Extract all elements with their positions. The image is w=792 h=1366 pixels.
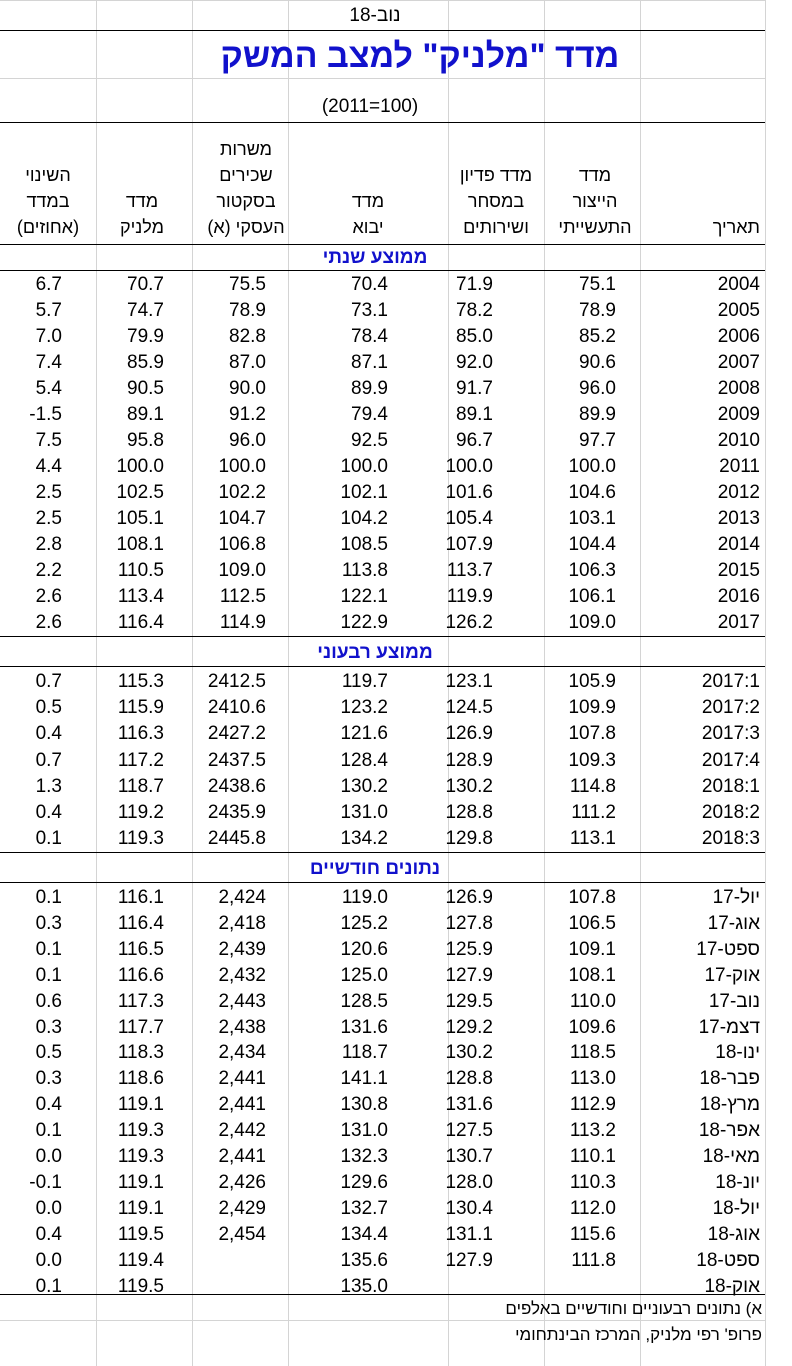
cell-trade: 125.9 bbox=[445, 938, 493, 960]
cell-industrial: 109.1 bbox=[568, 938, 616, 960]
cell-industrial: 90.6 bbox=[579, 352, 616, 373]
cell-industrial: 118.5 bbox=[569, 1042, 616, 1064]
cell-change: 7.4 bbox=[35, 352, 62, 373]
cell-date: יונ-18 bbox=[715, 1171, 760, 1193]
cell-trade: 129.5 bbox=[445, 990, 493, 1012]
cell-jobs: 109.0 bbox=[218, 560, 266, 581]
cell-change: 2.5 bbox=[35, 482, 62, 503]
cell-imports: 113.8 bbox=[341, 560, 388, 581]
cell-melnick: 113.4 bbox=[117, 586, 164, 607]
cell-jobs: 2,429 bbox=[218, 1197, 266, 1219]
grid-vline bbox=[765, 0, 766, 1366]
cell-industrial: 103.1 bbox=[568, 508, 616, 529]
cell-melnick: 119.5 bbox=[117, 1223, 164, 1245]
cell-change: 0.1 bbox=[35, 938, 62, 960]
cell-imports: 141.1 bbox=[340, 1068, 388, 1090]
cell-date: 2018:2 bbox=[701, 802, 760, 823]
cell-date: 2004 bbox=[717, 274, 760, 295]
cell-date: נוב-17 bbox=[708, 990, 760, 1012]
cell-change: 5.4 bbox=[35, 378, 62, 399]
cell-trade: 129.2 bbox=[445, 1016, 493, 1038]
section-border bbox=[0, 882, 765, 883]
cell-melnick: 119.1 bbox=[117, 1197, 164, 1219]
cell-trade: 123.1 bbox=[445, 671, 493, 692]
cell-date: אוג-17 bbox=[707, 912, 760, 934]
cell-imports: 123.2 bbox=[340, 697, 388, 719]
cell-industrial: 111.2 bbox=[571, 802, 616, 823]
cell-change: 5.7 bbox=[35, 300, 62, 321]
cell-trade: 127.9 bbox=[445, 1249, 493, 1271]
cell-jobs: 91.2 bbox=[229, 404, 266, 425]
cell-trade: 130.2 bbox=[445, 775, 493, 797]
cell-industrial: 109.6 bbox=[568, 1016, 616, 1038]
cell-imports: 135.0 bbox=[340, 1275, 388, 1297]
cell-trade: 128.8 bbox=[445, 1068, 493, 1090]
header-industrial: הייצור bbox=[572, 191, 618, 211]
cell-melnick: 119.3 bbox=[117, 1146, 164, 1167]
cell-change: 0.0 bbox=[35, 1249, 62, 1271]
cell-jobs: 100.0 bbox=[218, 456, 266, 477]
cell-imports: 100.0 bbox=[340, 456, 388, 477]
cell-melnick: 70.7 bbox=[127, 274, 164, 295]
cell-melnick: 116.1 bbox=[117, 887, 164, 908]
cell-change: 2.6 bbox=[35, 586, 62, 607]
cell-industrial: 109.3 bbox=[568, 749, 616, 771]
cell-change: 2.8 bbox=[35, 534, 62, 555]
cell-date: 2013 bbox=[717, 508, 760, 529]
cell-industrial: 110.0 bbox=[569, 990, 616, 1012]
cell-jobs: 2435.9 bbox=[207, 802, 266, 823]
section-border bbox=[0, 636, 765, 637]
cell-trade: 127.8 bbox=[445, 912, 493, 934]
cell-industrial: 106.3 bbox=[568, 560, 616, 581]
cell-jobs: 2,432 bbox=[218, 964, 266, 986]
cell-jobs: 2,441 bbox=[218, 1068, 266, 1090]
cell-trade: 100.0 bbox=[445, 456, 493, 477]
header-melnick: מלניק bbox=[119, 217, 165, 237]
cell-change: 0.6 bbox=[35, 990, 62, 1012]
cell-trade: 113.7 bbox=[446, 560, 493, 581]
cell-industrial: 100.0 bbox=[568, 456, 616, 477]
cell-jobs: 2,441 bbox=[218, 1094, 266, 1116]
cell-trade: 126.2 bbox=[445, 612, 493, 633]
cell-date: אפר-18 bbox=[698, 1120, 760, 1142]
cell-industrial: 113.1 bbox=[569, 828, 616, 850]
cell-melnick: 119.1 bbox=[117, 1171, 164, 1193]
footnote-units: א) נתונים רבעוניים וחודשיים באלפים bbox=[505, 1299, 762, 1318]
section-annual: ממוצע שנתי bbox=[322, 247, 428, 268]
section-quarterly: ממוצע רבעוני bbox=[317, 642, 433, 663]
date-label: נוב-18 bbox=[349, 5, 401, 26]
section-border bbox=[0, 852, 765, 853]
header-change: השינוי bbox=[25, 165, 71, 185]
cell-trade: 126.9 bbox=[445, 887, 493, 908]
cell-jobs: 106.8 bbox=[218, 534, 266, 555]
cell-date: 2017:3 bbox=[701, 723, 760, 745]
cell-melnick: 95.8 bbox=[127, 430, 164, 451]
cell-jobs: 2445.8 bbox=[207, 828, 266, 850]
cell-jobs: 112.5 bbox=[219, 586, 266, 607]
cell-industrial: 75.1 bbox=[579, 274, 616, 295]
cell-date: אוק-18 bbox=[704, 1275, 760, 1297]
cell-melnick: 117.7 bbox=[117, 1016, 164, 1038]
cell-industrial: 113.0 bbox=[569, 1068, 616, 1090]
cell-melnick: 119.3 bbox=[117, 1120, 164, 1142]
cell-melnick: 100.0 bbox=[116, 456, 164, 477]
cell-trade: 107.9 bbox=[445, 534, 493, 555]
cell-imports: 130.8 bbox=[340, 1094, 388, 1116]
cell-trade: 126.9 bbox=[445, 723, 493, 745]
cell-melnick: 108.1 bbox=[116, 534, 164, 555]
cell-change: -1.5 bbox=[29, 404, 62, 425]
section-border bbox=[0, 244, 765, 245]
cell-date: 2009 bbox=[717, 404, 760, 425]
cell-trade: 127.5 bbox=[445, 1120, 493, 1142]
cell-industrial: 106.5 bbox=[568, 912, 616, 934]
cell-trade: 124.5 bbox=[445, 697, 493, 719]
cell-jobs: 2,441 bbox=[218, 1146, 266, 1167]
cell-industrial: 109.9 bbox=[568, 697, 616, 719]
cell-melnick: 116.4 bbox=[117, 912, 164, 934]
cell-date: 2012 bbox=[717, 482, 760, 503]
cell-melnick: 117.3 bbox=[117, 990, 164, 1012]
cell-date: 2018:3 bbox=[701, 828, 760, 850]
cell-date: ספט-18 bbox=[696, 1249, 760, 1271]
cell-trade: 71.9 bbox=[456, 274, 493, 295]
cell-industrial: 110.3 bbox=[569, 1171, 616, 1193]
cell-melnick: 118.3 bbox=[117, 1042, 164, 1064]
cell-melnick: 74.7 bbox=[127, 300, 164, 321]
cell-industrial: 113.2 bbox=[569, 1120, 616, 1142]
cell-jobs: 2,439 bbox=[218, 938, 266, 960]
cell-melnick: 110.5 bbox=[117, 560, 164, 581]
cell-trade: 127.9 bbox=[445, 964, 493, 986]
cell-change: 0.3 bbox=[35, 912, 62, 934]
cell-jobs: 2,424 bbox=[218, 887, 266, 908]
cell-change: 0.1 bbox=[35, 1275, 62, 1297]
section-border bbox=[0, 30, 765, 31]
cell-change: 6.7 bbox=[35, 274, 62, 295]
cell-trade: 128.9 bbox=[445, 749, 493, 771]
cell-change: 0.5 bbox=[35, 697, 62, 719]
cell-trade: 96.7 bbox=[456, 430, 493, 451]
cell-change: 0.4 bbox=[35, 1223, 62, 1245]
header-jobs: העסקי (א) bbox=[207, 217, 285, 237]
cell-jobs: 2,443 bbox=[218, 990, 266, 1012]
cell-trade: 131.1 bbox=[445, 1223, 493, 1245]
cell-imports: 128.5 bbox=[340, 990, 388, 1012]
cell-date: 2015 bbox=[717, 560, 760, 581]
cell-imports: 78.4 bbox=[351, 326, 388, 347]
cell-jobs: 2,454 bbox=[218, 1223, 266, 1245]
cell-jobs: 82.8 bbox=[229, 326, 266, 347]
cell-industrial: 106.1 bbox=[568, 586, 616, 607]
cell-date: 2014 bbox=[717, 534, 760, 555]
cell-industrial: 104.6 bbox=[568, 482, 616, 503]
cell-imports: 130.2 bbox=[340, 775, 388, 797]
cell-change: 7.5 bbox=[35, 430, 62, 451]
cell-change: -0.1 bbox=[29, 1171, 62, 1193]
cell-jobs: 2410.6 bbox=[207, 697, 266, 719]
cell-trade: 92.0 bbox=[456, 352, 493, 373]
footnote-source: פרופ' רפי מלניק, המרכז הבינתחומי bbox=[515, 1325, 762, 1344]
cell-jobs: 2,418 bbox=[218, 912, 266, 934]
cell-trade: 128.0 bbox=[445, 1171, 493, 1193]
section-border bbox=[0, 270, 765, 271]
cell-trade: 91.7 bbox=[456, 378, 493, 399]
cell-melnick: 118.6 bbox=[117, 1068, 164, 1090]
cell-imports: 92.5 bbox=[351, 430, 388, 451]
cell-jobs: 2437.5 bbox=[207, 749, 266, 771]
header-date: תאריך bbox=[712, 217, 760, 237]
cell-change: 0.0 bbox=[35, 1197, 62, 1219]
cell-jobs: 2,438 bbox=[218, 1016, 266, 1038]
cell-date: דצמ-17 bbox=[698, 1016, 760, 1038]
page-title: מדד "מלניק" למצב המשק bbox=[220, 37, 620, 75]
cell-industrial: 78.9 bbox=[579, 300, 616, 321]
cell-melnick: 116.6 bbox=[117, 964, 164, 986]
cell-melnick: 115.9 bbox=[117, 697, 164, 719]
cell-trade: 101.6 bbox=[445, 482, 493, 503]
cell-industrial: 104.4 bbox=[568, 534, 616, 555]
header-imports: יבוא bbox=[352, 217, 384, 237]
cell-melnick: 116.4 bbox=[117, 612, 164, 633]
cell-melnick: 116.3 bbox=[117, 723, 164, 745]
cell-jobs: 2412.5 bbox=[207, 671, 266, 692]
cell-imports: 119.0 bbox=[341, 887, 388, 908]
cell-industrial: 112.0 bbox=[569, 1197, 616, 1219]
cell-industrial: 107.8 bbox=[568, 887, 616, 908]
cell-date: 2017:2 bbox=[701, 697, 760, 719]
cell-change: 2.6 bbox=[35, 612, 62, 633]
cell-imports: 70.4 bbox=[351, 274, 388, 295]
cell-jobs: 2427.2 bbox=[207, 723, 266, 745]
cell-jobs: 75.5 bbox=[229, 274, 266, 295]
cell-imports: 131.0 bbox=[340, 802, 388, 823]
cell-industrial: 105.9 bbox=[568, 671, 616, 692]
cell-jobs: 2438.6 bbox=[207, 775, 266, 797]
cell-melnick: 119.1 bbox=[117, 1094, 164, 1116]
grid-hline bbox=[0, 0, 765, 1]
cell-jobs: 78.9 bbox=[229, 300, 266, 321]
cell-imports: 89.9 bbox=[351, 378, 388, 399]
header-jobs: משרות bbox=[219, 139, 273, 159]
cell-date: 2007 bbox=[717, 352, 760, 373]
cell-jobs: 87.0 bbox=[229, 352, 266, 373]
cell-trade: 130.7 bbox=[445, 1146, 493, 1167]
cell-melnick: 119.5 bbox=[117, 1275, 164, 1297]
cell-date: 2008 bbox=[717, 378, 760, 399]
cell-change: 0.1 bbox=[35, 964, 62, 986]
cell-date: ינו-18 bbox=[715, 1042, 760, 1064]
cell-imports: 120.6 bbox=[340, 938, 388, 960]
cell-change: 0.1 bbox=[35, 887, 62, 908]
cell-imports: 132.7 bbox=[340, 1197, 388, 1219]
grid-hline bbox=[0, 1320, 765, 1321]
cell-jobs: 102.2 bbox=[218, 482, 266, 503]
cell-change: 4.4 bbox=[35, 456, 62, 477]
header-melnick: מדד bbox=[125, 191, 159, 211]
cell-change: 0.7 bbox=[35, 749, 62, 771]
cell-imports: 134.2 bbox=[340, 828, 388, 850]
base-year-note: (2011=100) bbox=[321, 96, 419, 117]
cell-date: יול-18 bbox=[712, 1197, 760, 1219]
cell-change: 0.4 bbox=[35, 723, 62, 745]
cell-imports: 102.1 bbox=[340, 482, 388, 503]
cell-imports: 73.1 bbox=[351, 300, 388, 321]
cell-industrial: 115.6 bbox=[569, 1223, 616, 1245]
cell-change: 0.3 bbox=[35, 1016, 62, 1038]
section-monthly: נתונים חודשיים bbox=[309, 858, 441, 879]
header-change: במדד bbox=[26, 191, 70, 211]
header-imports: מדד bbox=[351, 191, 385, 211]
cell-imports: 125.0 bbox=[340, 964, 388, 986]
cell-imports: 118.7 bbox=[341, 1042, 388, 1064]
cell-date: 2017:1 bbox=[701, 671, 760, 692]
cell-industrial: 112.9 bbox=[569, 1094, 616, 1116]
cell-change: 0.0 bbox=[35, 1146, 62, 1167]
cell-industrial: 111.8 bbox=[571, 1249, 616, 1271]
cell-trade: 119.9 bbox=[446, 586, 493, 607]
cell-change: 0.1 bbox=[35, 1120, 62, 1142]
cell-imports: 132.3 bbox=[340, 1146, 388, 1167]
cell-imports: 122.1 bbox=[340, 586, 388, 607]
section-border bbox=[0, 666, 765, 667]
cell-trade: 105.4 bbox=[445, 508, 493, 529]
cell-date: 2011 bbox=[719, 456, 760, 477]
cell-jobs: 96.0 bbox=[229, 430, 266, 451]
cell-melnick: 119.4 bbox=[117, 1249, 164, 1271]
cell-trade: 78.2 bbox=[456, 300, 493, 321]
cell-change: 2.5 bbox=[35, 508, 62, 529]
cell-imports: 122.9 bbox=[340, 612, 388, 633]
cell-imports: 108.5 bbox=[340, 534, 388, 555]
cell-date: 2006 bbox=[717, 326, 760, 347]
cell-date: 2005 bbox=[717, 300, 760, 321]
cell-change: 0.5 bbox=[35, 1042, 62, 1064]
header-industrial: התעשייתי bbox=[558, 217, 632, 237]
cell-jobs: 2,434 bbox=[218, 1042, 266, 1064]
section-border bbox=[0, 122, 765, 123]
cell-industrial: 89.9 bbox=[579, 404, 616, 425]
cell-trade: 129.8 bbox=[445, 828, 493, 850]
cell-change: 1.3 bbox=[35, 775, 62, 797]
cell-jobs: 114.9 bbox=[219, 612, 266, 633]
header-jobs: שכירים bbox=[219, 165, 273, 185]
header-trade: במסחר bbox=[467, 191, 525, 211]
cell-jobs: 104.7 bbox=[218, 508, 266, 529]
cell-imports: 79.4 bbox=[351, 404, 388, 425]
cell-industrial: 110.1 bbox=[569, 1146, 616, 1167]
cell-date: ספט-17 bbox=[696, 938, 760, 960]
cell-change: 7.0 bbox=[35, 326, 62, 347]
cell-imports: 128.4 bbox=[340, 749, 388, 771]
cell-industrial: 85.2 bbox=[579, 326, 616, 347]
cell-melnick: 105.1 bbox=[116, 508, 164, 529]
header-industrial: מדד bbox=[578, 165, 612, 185]
cell-change: 2.2 bbox=[35, 560, 62, 581]
cell-date: 2016 bbox=[717, 586, 760, 607]
cell-change: 0.4 bbox=[35, 1094, 62, 1116]
cell-melnick: 118.7 bbox=[117, 775, 164, 797]
cell-change: 0.3 bbox=[35, 1068, 62, 1090]
cell-change: 0.4 bbox=[35, 802, 62, 823]
cell-imports: 119.7 bbox=[341, 671, 388, 692]
cell-melnick: 89.1 bbox=[127, 404, 164, 425]
cell-trade: 85.0 bbox=[456, 326, 493, 347]
cell-date: אוק-17 bbox=[704, 964, 760, 986]
cell-melnick: 79.9 bbox=[127, 326, 164, 347]
cell-industrial: 96.0 bbox=[579, 378, 616, 399]
cell-imports: 125.2 bbox=[340, 912, 388, 934]
cell-date: 2010 bbox=[717, 430, 760, 451]
cell-jobs: 2,442 bbox=[218, 1120, 266, 1142]
cell-date: מאי-18 bbox=[702, 1146, 760, 1167]
cell-imports: 131.0 bbox=[340, 1120, 388, 1142]
cell-date: 2018:1 bbox=[701, 775, 760, 797]
cell-industrial: 109.0 bbox=[568, 612, 616, 633]
cell-melnick: 116.5 bbox=[117, 938, 164, 960]
header-trade: מדד פדיון bbox=[459, 165, 533, 185]
cell-industrial: 107.8 bbox=[568, 723, 616, 745]
cell-imports: 87.1 bbox=[351, 352, 388, 373]
cell-trade: 89.1 bbox=[456, 404, 493, 425]
cell-date: מרץ-18 bbox=[699, 1094, 760, 1116]
cell-date: פבר-18 bbox=[699, 1068, 760, 1090]
cell-melnick: 119.2 bbox=[117, 802, 164, 823]
cell-industrial: 108.1 bbox=[568, 964, 616, 986]
cell-change: 0.7 bbox=[35, 671, 62, 692]
cell-imports: 121.6 bbox=[340, 723, 388, 745]
cell-trade: 130.4 bbox=[445, 1197, 493, 1219]
cell-industrial: 114.8 bbox=[569, 775, 616, 797]
cell-date: 2017 bbox=[717, 612, 760, 633]
cell-melnick: 119.3 bbox=[117, 828, 164, 850]
header-trade: ושירותים bbox=[463, 217, 529, 237]
cell-imports: 135.6 bbox=[340, 1249, 388, 1271]
cell-melnick: 117.2 bbox=[117, 749, 164, 771]
cell-imports: 104.2 bbox=[340, 508, 388, 529]
header-change: (אחוזים) bbox=[16, 217, 80, 237]
cell-date: 2017:4 bbox=[701, 749, 760, 771]
header-jobs: בסקטור bbox=[216, 191, 276, 211]
cell-date: יול-17 bbox=[712, 887, 760, 908]
cell-jobs: 2,426 bbox=[218, 1171, 266, 1193]
cell-industrial: 97.7 bbox=[579, 430, 616, 451]
cell-trade: 128.8 bbox=[445, 802, 493, 823]
cell-melnick: 102.5 bbox=[116, 482, 164, 503]
cell-melnick: 85.9 bbox=[127, 352, 164, 373]
cell-imports: 129.6 bbox=[340, 1171, 388, 1193]
cell-jobs: 90.0 bbox=[229, 378, 266, 399]
cell-trade: 131.6 bbox=[445, 1094, 493, 1116]
cell-change: 0.1 bbox=[35, 828, 62, 850]
cell-melnick: 115.3 bbox=[117, 671, 164, 692]
cell-imports: 131.6 bbox=[340, 1016, 388, 1038]
cell-imports: 134.4 bbox=[340, 1223, 388, 1245]
cell-trade: 130.2 bbox=[445, 1042, 493, 1064]
cell-melnick: 90.5 bbox=[127, 378, 164, 399]
cell-date: אוג-18 bbox=[707, 1223, 760, 1245]
grid-hline bbox=[0, 78, 765, 79]
